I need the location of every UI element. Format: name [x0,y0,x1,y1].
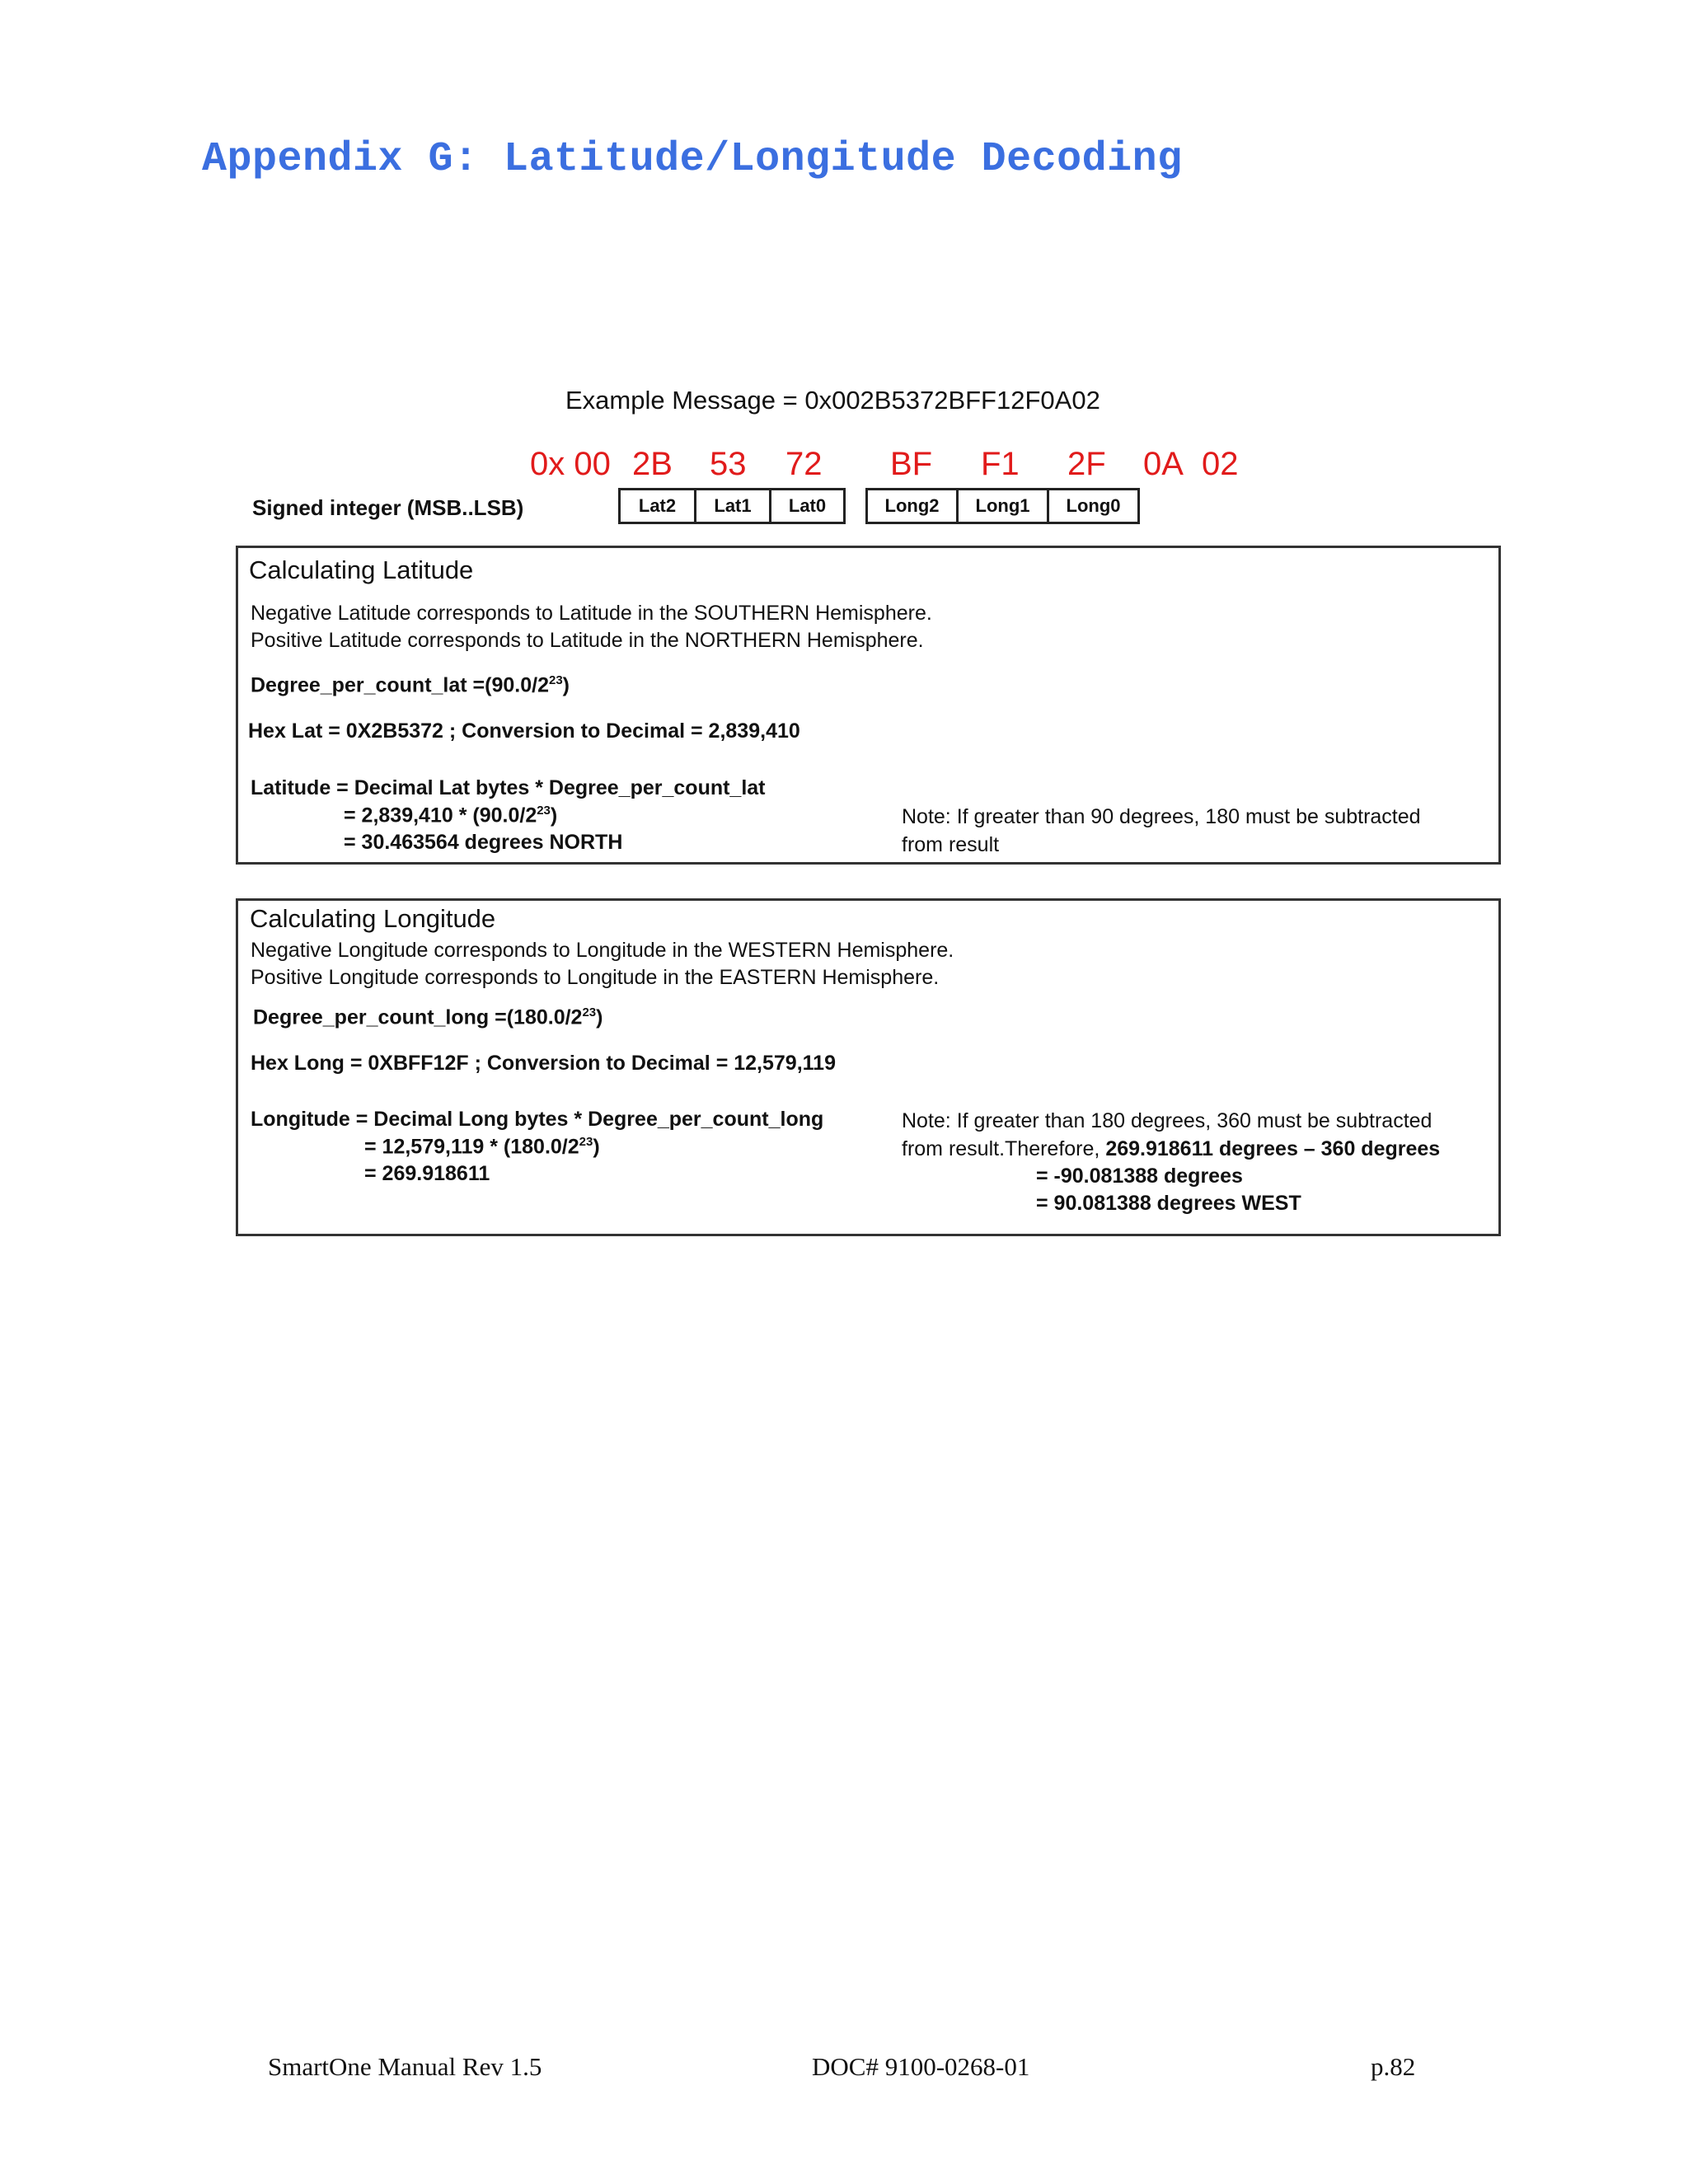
page-title: Appendix G: Latitude/Longitude Decoding [202,136,1183,183]
latitude-result: = 30.463564 degrees NORTH [344,831,623,854]
long2-box: Long2 [865,488,959,524]
latitude-negative-text: Negative Latitude corresponds to Latitude in the SOUTHERN Hemisphere. [251,602,932,625]
longitude-positive-text: Positive Longitude corresponds to Longitude in the EASTERN Hemisphere. [251,966,940,989]
footer-doc-number: DOC# 9100-0268-01 [812,2052,1030,2081]
longitude-note-negative-result: = -90.081388 degrees [1036,1165,1243,1188]
hex-byte-7: 0A [1143,446,1184,482]
latitude-degree-per-count: Degree_per_count_lat $=(90.0/2^{23})$ [251,673,570,697]
latitude-heading: Calculating Latitude [249,555,474,584]
longitude-note: Note: If greater than 180 degrees, 360 must be subtracted from result.Therefore, 269.918611 degrees – 360 degrees [902,1109,1441,1160]
long1-box: Long1 [956,488,1049,524]
lat1-box: Lat1 [694,488,771,524]
footer-page-number: p.82 [1371,2052,1416,2081]
longitude-negative-text: Negative Longitude corresponds to Longitude in the WESTERN Hemisphere. [251,939,954,962]
latitude-positive-text: Positive Latitude corresponds to Latitude in the NORTHERN Hemisphere. [251,629,924,652]
longitude-degree-per-count: Degree_per_count_long $=(180.0/2^{23})$ [253,1005,603,1029]
longitude-formula: Longitude = Decimal Long bytes * Degree_per_count_long [251,1108,824,1131]
longitude-heading: Calculating Longitude [250,904,496,933]
hex-byte-8: 02 [1202,446,1239,482]
longitude-note-west-result: = 90.081388 degrees WEST [1036,1192,1301,1215]
hex-byte-lat1: 53 [710,446,747,482]
hex-byte-long0: 2F [1067,446,1106,482]
footer-manual-revision: SmartOne Manual Rev 1.5 [268,2052,542,2081]
signed-integer-label: Signed integer (MSB..LSB) [252,495,524,520]
latitude-note: Note: If greater than 90 degrees, 180 must be subtracted from result [902,805,1421,856]
lat0-box: Lat0 [769,488,846,524]
hex-byte-lat0: 72 [785,446,823,482]
hex-byte-long1: F1 [981,446,1020,482]
hex-byte-long2: BF [890,446,933,482]
longitude-calculation: = $12,579,119 * (180.0/2^{23})$ [364,1135,600,1159]
longitude-result: = 269.918611 [364,1162,490,1185]
hex-byte-lat2: 2B [632,446,673,482]
lat2-box: Lat2 [618,488,696,524]
hex-byte-0: 0x 00 [530,446,611,482]
example-message: Example Message = 0x002B5372BFF12F0A02 [565,386,1100,415]
longitude-hex-conversion: Hex Long = 0XBFF12F ; Conversion to Decimal = 12,579,119 [251,1052,836,1075]
latitude-formula: Latitude = Decimal Lat bytes * Degree_per_count_lat [251,776,766,799]
long0-box: Long0 [1047,488,1140,524]
latitude-hex-conversion: Hex Lat = 0X2B5372 ; Conversion to Decimal = 2,839,410 [248,719,800,743]
latitude-calculation: = $2,839,410 * (90.0/2^{23})$ [344,804,558,827]
